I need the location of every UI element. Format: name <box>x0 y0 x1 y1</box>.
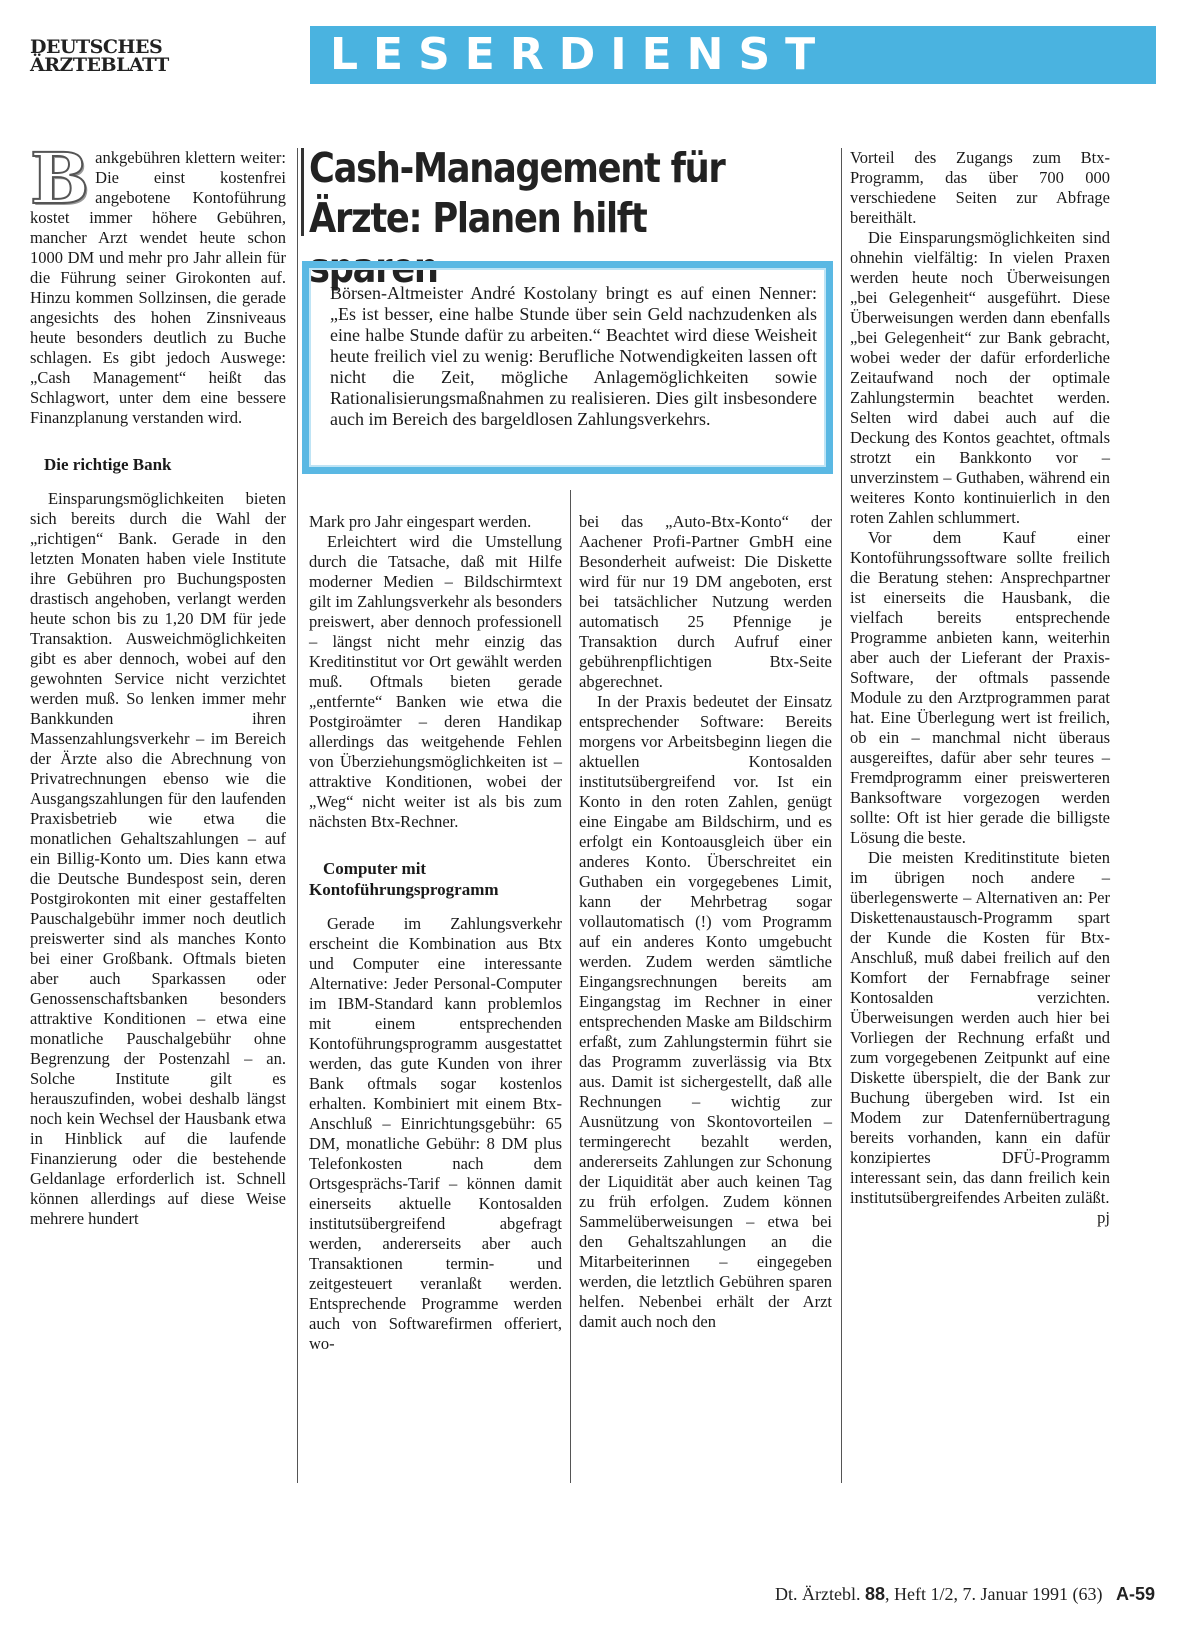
paragraph-text: Die meisten Kreditinstitute bieten im übrigen noch andere – überlegenswerte – Alternativen an: Per Diskettenaustausch-Programm spart der Kunde die Kosten für Btx-Anschluß, muß dabei freilich auf den Komfort der Fernabfrage seiner Kontosalden verzichten. Überweisungen werden auch hier bei Vorliegen der Rechnung erfaßt und zum vorgegebenen Zeitpunkt auf eine Diskette überspielt, die der Bank zur Buchung übergeben wird. Ist ein Modem zur Datenfernübertragung bereits vorhanden, kann ein dafür konzipiertes DFÜ-Programm interessant sein, das dann freilich kein institutsübergreifendes Arbeiten zuläßt. <box>850 848 1110 1207</box>
volume-number: 88 <box>865 1584 886 1604</box>
article-headline: Cash-Management für Ärzte: Planen hilft sparen <box>309 144 725 292</box>
column-rule-2 <box>570 490 571 1483</box>
paragraph: Vorteil des Zugangs zum Btx-Programm, das über 700 000 verschiedene Seiten zur Abfrage bereithält. <box>850 148 1110 227</box>
paragraph: Erleichtert wird die Umstellung durch die Tatsache, daß mit Hilfe moderner Medien – Bildschirmtext gilt im Zahlungsverkehr als besonders preiswert, aber dennoch professionell – längst nicht mehr einzig das Kreditinstitut vor Ort gewählt werden muß. Oftmals bieten gerade „entfernte“ Banken wie etwa die Postgiroämter – deren Handikap allerdings das weitgehende Fehlen von Überziehungsmöglichkeiten ist – attraktive Konditionen, wobei der „Weg“ nicht weiter ist als bis zum nächsten Btx-Rechner. <box>309 532 562 831</box>
subheading-computer: Computer mit Kontoführungsprogramm <box>309 859 499 899</box>
masthead-logo <box>30 38 210 74</box>
author-initials: pj <box>1097 1208 1110 1227</box>
issue-info: , Heft 1/2, 7. Januar 1991 (63) <box>885 1584 1103 1604</box>
article-lead: Börsen-Altmeister André Kostolany bringt es auf einen Nenner: „Es ist besser, eine halbe Stunde über sein Geld nachzudenken als eine halbe Stunde dafür zu arbeiten.“ Beachtet wird diese Weisheit heute freilich viel zu wenig: Berufliche Notwendigkeiten lassen oft nicht die Zeit, mögliche Anlagemöglichkeiten sowie Rationalisierungsmaßnahmen zu realisieren. Dies gilt insbesondere auch im Bereich des bargeldlosen Zahlungsverkehrs. <box>330 283 817 429</box>
paragraph <box>850 848 1110 1227</box>
subheading-richtige-bank: Die richtige Bank <box>44 455 172 474</box>
paragraph: Einsparungsmöglichkeiten bieten sich bereits durch die Wahl der „richtigen“ Bank. Gerade in den letzten Monaten haben viele Institute ihre Gebühren pro Buchungsposten drastisch angehoben, verlangt werden heute schon bis zu 1,20 DM für jede Transaktion. Ausweichmöglichkeiten gibt es aber dennoch, wobei auf den gewohnten Service nicht verzichtet werden muß. So lenken immer mehr Bankkunden ihren Massenzahlungsverkehr – im Bereich der Ärzte also die Abrechnung von Privatrechnungen ebenso wie die Ausgangszahlungen für den laufenden Praxisbetrieb wie etwa die monatlichen Gehaltszahlungen – auf ein Billig-Konto um. Dies kann etwa die Deutsche Bundespost sein, deren Postgirokonten mit einer gestaffelten Pauschalgebühr immer noch deutlich preiswerter sind als manches Konto bei einer Großbank. Oftmals bieten aber auch Sparkassen oder Genossenschaftsbanken besonders attraktive Konditionen – etwa eine monatliche Pauschalgebühr ohne Begrenzung der Postenzahl – an. Solche Institute gilt es herauszufinden, wobei deshalb längst noch kein Wechsel der Hausbank etwa in Hinblick auf die laufende Finanzierung oder die bestehende Geldanlage erforderlich ist. Schnell können allerdings auf diese Weise mehrere hundert <box>30 489 286 1228</box>
paragraph: Vor dem Kauf einer Kontoführungssoftware sollte freilich die Beratung stehen: Ansprechpartner ist einerseits die Hausbank, die vielfach bereits entsprechende Programme anbieten kann, weiterhin aber auch der Lieferant der Praxis-Software, der oftmals passende Module zu den Arztprogrammen parat hat. Eine Überlegung wert ist freilich, ob ein – manchmal nicht überaus ausgereiftes, dafür aber sehr teures – Fremdprogramm einer preiswerteren Banksoftware vorgezogen werden sollte: Oft ist hier gerade die billigste Lösung die beste. <box>850 528 1110 847</box>
article-column-1 <box>30 137 286 1229</box>
column-rule-3 <box>841 148 842 1483</box>
page-number: A-59 <box>1115 1584 1155 1604</box>
drop-cap: B <box>30 137 90 220</box>
intro-paragraph: ankgebühren klettern weiter: Die einst kostenfrei angebotene Kontoführung kostet immer höhere Gebühren, mancher Arzt wendet heute schon 1000 DM und mehr pro Jahr allein für die Führung seiner Girokonten auf. Hinzu kommen Sollzinsen, die gerade angesichts des hohen Zinsniveaus heute besonders deutlich zu Buche schlagen. Es gibt jedoch Auswege: „Cash Management“ heißt das Schlagwort, unter dem eine bessere Finanzplanung verstanden wird. <box>30 148 286 427</box>
headline-rule <box>301 148 304 236</box>
article-column-3 <box>579 512 832 1332</box>
masthead-line2: ÄRZTEBLATT <box>30 54 169 76</box>
column-rule-1 <box>297 148 298 1483</box>
section-banner: LESERDIENST <box>310 26 1156 84</box>
paragraph: Gerade im Zahlungsverkehr erscheint die Kombination aus Btx und Computer eine interessante Alternative: Jeder Personal-Computer im IBM-Standard kann problemlos mit einem entsprechenden Kontoführungsprogramm ausgestattet werden, das gute Kunden von ihrer Bank oftmals sogar kostenlos erhalten. Kombiniert mit einem Btx-Anschluß – Einrichtungsgebühr: 65 DM, monatliche Gebühr: 8 DM plus Telefonkosten nach dem Ortsgesprächs-Tarif – können damit einerseits aktuelle Kontosalden institutsübergreifend abgefragt werden, andererseits aber auch Transaktionen termin- und zeitgesteuert veranlaßt werden. Entsprechende Programme werden auch von Softwarefirmen offeriert, wo- <box>309 914 562 1353</box>
paragraph: bei das „Auto-Btx-Konto“ der Aachener Profi-Partner GmbH eine Besonderheit aufweist: Die Diskette wird für nur 19 DM angeboten, erst bei tatsächlicher Nutzung werden automatisch 25 Pfennige je Transaktion durch Aufruf einer gebührenpflichtigen Btx-Seite abgerechnet. <box>579 512 832 691</box>
paragraph: Die Einsparungsmöglichkeiten sind ohnehin vielfältig: In vielen Praxen werden heute noch Überweisungen „bei Gelegenheit“ ausgeführt. Diese Überweisungen werden dann ebenfalls „bei Gelegenheit“ zur Bank gebracht, wobei weder der dafür erforderliche Zeitaufwand noch der optimale Zahlungstermin beachtet werden. Selten wird dabei auch auf die Deckung des Kontos geachtet, oftmals strotzt ein Bankkonto vor – unverzinstem – Guthaben, während ein weiteres Konto kontinuierlich in den roten Zahlen schlummert. <box>850 228 1110 527</box>
article-column-2 <box>309 512 562 1354</box>
paragraph: In der Praxis bedeutet der Einsatz entsprechender Software: Bereits morgens vor Arbeitsbeginn liegen die aktuellen Kontosalden institutsübergreifend vor. Ist ein Konto in den roten Zahlen, genügt eine Eingabe am Bildschirm, und es erfolgt ein Kontoausgleich über ein anderes Konto. Überschreitet ein Guthaben ein vorgegebenes Limit, kann der Mehrbetrag sogar vollautomatisch (!) vom Programm auf ein anderes Konto umgebucht werden. Zudem werden sämtliche Eingangsrechnungen bereits am Eingangstag im Rechner in einer entsprechenden Maske am Bildschirm erfaßt, zum Zahlungstermin führt sie das Programm zuverlässig via Btx aus. Damit ist sichergestellt, daß alle Rechnungen – wichtig zur Ausnützung von Skontovorteilen – termingerecht bezahlt werden, andererseits Zahlungen zur Schonung der Liquidität aber auch keinen Tag zu früh erfolgen. Zudem können Sammelüberweisungen – etwa bei den Gehaltszahlungen an die Mitarbeiterinnen – eingegeben werden, die letztlich Gebühren sparen helfen. Nebenbei erhält der Arzt damit auch noch den <box>579 692 832 1331</box>
paragraph: Mark pro Jahr eingespart werden. <box>309 512 532 531</box>
page-footer <box>610 1583 1155 1605</box>
masthead-line1: DEUTSCHES <box>30 36 163 58</box>
article-column-4 <box>850 148 1110 1228</box>
journal-name: Dt. Ärztebl. <box>775 1584 861 1604</box>
